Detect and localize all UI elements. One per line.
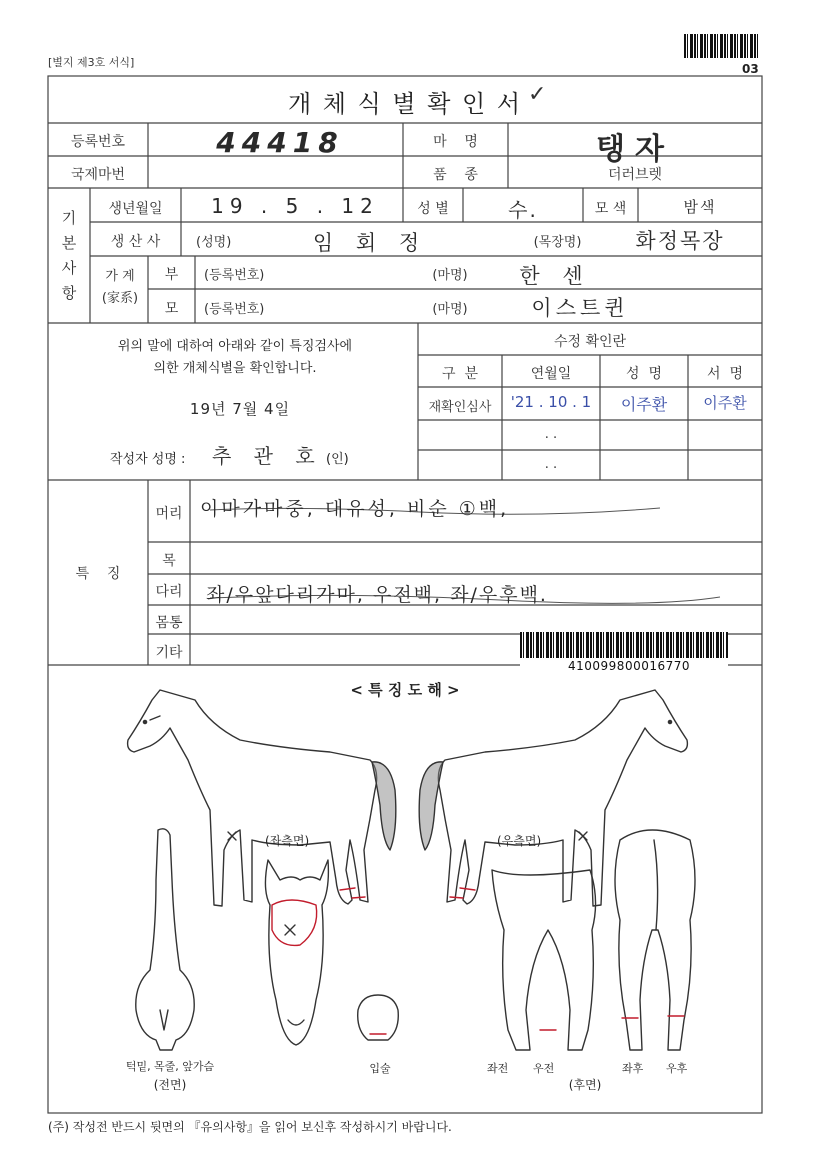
- dam-reg-no-label: (등록번호): [204, 302, 265, 317]
- feature-legs-value: 좌/우앞다리가마, 우전백, 좌/우후백.: [206, 584, 548, 606]
- revision-row-1-name: 이주환: [620, 395, 668, 414]
- right-side-label: (우측면): [497, 834, 542, 848]
- left-side-horse: [128, 690, 396, 906]
- revision-header-category: 구 분: [442, 366, 478, 382]
- producer-label: 생 산 사: [110, 234, 161, 250]
- confirmation-text: 위의 말에 대하여 아래와 같이 특징검사에 의한 개체식별을 확인합니다.: [117, 339, 353, 376]
- basic-info-section-label: 기 본 사 항: [61, 209, 77, 302]
- author-name: 추 관 호: [212, 444, 323, 468]
- dam-name-label: (마명): [432, 302, 468, 317]
- revision-header-name: 성 명: [626, 366, 662, 382]
- front-view-label: (전면): [153, 1078, 187, 1092]
- footer-note: (주) 작성전 반드시 뒷면의 『유의사항』을 읽어 보신후 작성하시기 바랍니다.: [48, 1120, 452, 1134]
- lips-view: [358, 995, 399, 1040]
- revision-row-2-date: . .: [544, 427, 558, 442]
- sire-name: 한 센: [519, 264, 591, 288]
- color-label: 모 색: [594, 201, 627, 217]
- rear-view-label: (후면): [568, 1078, 602, 1092]
- farm-name: 화정목장: [635, 229, 725, 253]
- registration-label: 등록번호: [70, 134, 126, 150]
- dam-name: 이스트퀸: [531, 296, 629, 320]
- title-check-mark: ✓: [528, 82, 547, 107]
- author-label: 작성자 성명 :: [110, 452, 186, 467]
- front-legs-view: [492, 870, 596, 1050]
- front-caption: 턱밑, 목줄, 앞가슴: [125, 1060, 215, 1073]
- head-front-view: [265, 860, 328, 1045]
- birth-date-label: 생년월일: [108, 201, 163, 217]
- sex-label: 성 별: [417, 201, 449, 217]
- revision-header-signature: 서 명: [707, 366, 743, 382]
- revision-row-1-category: 재확인심사: [428, 400, 492, 415]
- feature-body-label: 몸통: [155, 615, 183, 631]
- feature-head-value: 이마가마중, 대유성, 비순 ①백,: [200, 498, 510, 520]
- left-side-label: (좌측면): [265, 834, 310, 848]
- feature-head-label: 머리: [155, 506, 183, 522]
- left-hind-label: 좌후: [622, 1062, 644, 1075]
- breed-label: 품 종: [433, 167, 478, 183]
- sex-value: 수.: [508, 198, 538, 222]
- feature-legs-label: 다리: [155, 584, 183, 600]
- left-fore-label: 좌전: [487, 1062, 509, 1075]
- right-fore-label: 우전: [533, 1062, 555, 1075]
- barcode-number: 410099800016770: [568, 659, 691, 673]
- page-number: 03: [742, 62, 759, 76]
- diagram-title: < 특 징 도 해 >: [350, 681, 460, 699]
- breed-value: 더러브렛: [607, 167, 663, 183]
- confirmation-date: 19년 7월 4일: [189, 400, 291, 418]
- sire-label: 부: [164, 267, 179, 283]
- author-seal: (인): [326, 452, 349, 467]
- sire-reg-no-label: (등록번호): [204, 268, 265, 283]
- revision-row-3-date: . .: [544, 457, 558, 472]
- birth-date: 19 . 5 . 12: [211, 194, 379, 218]
- family-label: 가 계 (家系): [101, 269, 139, 306]
- dam-label: 모: [164, 301, 179, 317]
- feature-neck-label: 목: [162, 553, 176, 569]
- form-tag: [별지 제3호 서식]: [48, 56, 135, 69]
- horse-name: 탱자: [596, 132, 674, 167]
- feature-other-label: 기타: [155, 645, 183, 661]
- front-view-horse: [136, 829, 194, 1050]
- revision-title: 수정 확인란: [553, 334, 627, 350]
- producer-name: 임 회 정: [312, 231, 428, 255]
- farm-name-label: (목장명): [533, 235, 582, 250]
- features-section-label: 특 징: [75, 566, 121, 582]
- revision-row-1-date: '21 . 10 . 1: [510, 393, 592, 411]
- color-value: 밤색: [683, 198, 717, 216]
- producer-name-label: (성명): [196, 235, 232, 250]
- page-title: 개 체 식 별 확 인 서: [287, 90, 523, 118]
- sire-name-label: (마명): [432, 268, 468, 283]
- revision-row-1-signature: 이주환: [703, 394, 747, 412]
- international-label: 국제마번: [70, 167, 126, 183]
- revision-header-date: 연월일: [530, 366, 572, 382]
- rear-view-horse: [615, 830, 695, 1050]
- horse-name-label: 마 명: [433, 134, 478, 150]
- lips-label: 입술: [369, 1062, 391, 1075]
- right-hind-label: 우후: [666, 1062, 688, 1075]
- registration-number: 44418: [216, 126, 344, 159]
